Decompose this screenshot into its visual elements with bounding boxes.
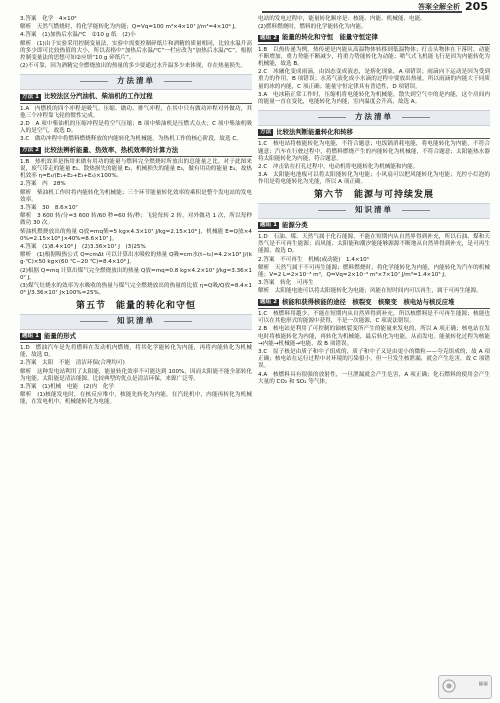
explanation: (2)燃料燃烧时，燃料的化学能转化为内能。 [258,24,367,31]
method-list-banner: 方法清单 [20,74,252,90]
divider [258,138,490,139]
left-column [20,16,252,408]
section-title: 第五节 能量的转化和守恒 [75,300,196,311]
explanation: 1.B 以热传递为例，热传递是内能从高温物体转移到低温物体；打击头物体在下落时，动能不断增加，重力势能不断减少，将重力势能转化为动能；喷气式飞机能飞行是因为内能转化为机械能，故选 B。 [258,46,490,68]
explanation: 4.A 核燃料具有很强的放射性，一旦泄漏就会产生危害，A 项正确；化石燃料的使用会产生大量的 CO₂ 和 SO₂ 等气体。 [258,371,490,385]
topic-heading [20,93,252,100]
answer-line: 4.答案 (1)8.4×10⁶ J (2)3.36×10⁷ J (3)25% [20,244,146,251]
topic-heading [258,299,490,306]
explanation: 解析 太阳能电池可以将太阳能转化为电能；风能在短时间内可以再生，属于可再生能源。 [258,288,482,295]
topic-tag: 题组 1 [260,221,278,228]
explanation: (2)根据 Q=mq 计算出煤气完全燃烧放出的热量 Q放=mq=0.8 kg×4.2×10⁷ J/kg=3.36×10⁷ J。 [20,267,252,281]
explanation: 1.A 内燃机的四个冲程是吸气、压缩、做功、排气冲程，在其中只有做功冲程对外做功，其他三个冲程靠飞轮的惯性完成。 [20,105,252,119]
page-header [0,0,500,14]
watermark-logo [438,675,492,699]
header-rule [262,11,462,13]
explanation: 解析 这种发电站利用了太阳能，能量转化效率不可能达到 100%，因而太阳能不能全部转化为电能。太阳能是清洁能源，比较典型的优点是清洁环保，来源广泛等。 [20,368,252,382]
topic-tag: 方法 2 [22,146,40,153]
answer-line: 3.答案 30 8.6×10⁷ [20,205,78,212]
explanation: 解析 3 600 转/分=3 600 转/60 秒=60 转/秒；飞轮每转 2 转，对外做功 1 次，所以每秒做功 30 次。 [20,213,252,227]
watermark-mark: ▦▦ [478,681,488,687]
explanation: 解析 (1)核能发电时，在核反应堆中，核能先转化为内能，在汽轮机中，内能再转化为机械能，在发电机中，机械能转化为电能。 [20,392,252,406]
divider [258,308,490,309]
explanation: 1.D 燃油汽车是先将燃料在发动机内燃烧，将其化学能转化为内能，再将内能转化为机械能，故选 D。 [20,344,252,359]
explanation: 3.C 原子核是由质子和中子组成的，质子和中子又是由更小的微粒——夸克组成的，故 A 项正确；核电站在运行过程中对环境的污染很小，但一旦发生核泄漏，就会产生危害，故 C 项错误。 [258,348,490,370]
explanation: 3.A 太阳能电池板可以将太阳能转化为电能；小风扇可以把风能转化为电能；光控小灯泡的作用是将电能转化为光能，所以 A 项正确。 [258,172,490,186]
topic-heading [258,34,490,41]
explanation: 2.C 冰融化变成雨滴，由固态变成液态，是熔化现象，A 项错误；雨滴向下运动是因为受到重力的作用，B 项错误；水蒸气液化成小水滴的过程中要放出热量，所以雨滴的内能大于同质量的冰的内能，C 项正确；能量守恒定律具有普适性，D 项错误。 [258,69,490,90]
explanation: 1.C 核燃料用越少，不能在短期内从自然界得到补充，所以核燃料是不可再生能源；核能也可以在其他形式的能源中获得，不是一次能源，C 项说法错误。 [258,310,490,325]
method-list-banner: 方法清单 [258,110,490,126]
explanation: 解析 (1)根据吸热公式 Q=cmΔt 可以计算出水吸收的热量 Q吸=cm水(t−t₀)=4.2×10³ J/(kg·℃)×50 kg×(60 ℃−20 ℃)=8.4×10⁶ J。 [20,252,252,266]
explanation: 2.C 冲击钻在打孔过程中，电动机将电能转化为机械能和内能。 [258,164,419,171]
answer-line: 2.答案 太阳 不能 清洁环保(合理均可) [20,360,125,367]
answer-line: 3.答案 转化 可再生 [258,280,314,287]
topic-title: 能量的转化和守恒 能量守恒定律 [282,33,378,42]
explanation: 电站的发电过程中，能量转化顺序是：核能、内能、机械能、电能。 [258,16,426,22]
topic-tag: 题组 2 [260,34,278,41]
topic-tag: 方法 [260,129,272,136]
knowledge-list-banner: 知识清单 [258,203,490,219]
explanation: 解析 (1)由于实验采用控制变量法，实验中需要控制碎纸片和酒精的质量相同，比较水温升高的多少即可比较热值的大小，所以表格中“加热后水温/℃”一栏应改为“加热后水温/℃”，根据控制变量法的思想可知②应填“10 g 碎纸片”。 [20,40,252,62]
knowledge-list-banner: 知识清单 [20,314,252,330]
topic-title: 能量的形式 [44,331,76,340]
divider [20,156,252,157]
topic-title: 核能和获得核能的途径 核裂变 核聚变 核电站与核反应堆 [282,297,455,306]
divider [20,342,252,343]
section-title: 第六节 能源与可持续发展 [313,189,434,200]
topic-title: 能源分类 [282,220,308,229]
explanation: (3)煤气灶烧水的效率为水吸收的热量与煤气完全燃烧放出的热量的比值 η=Q吸/Q放=8.4×10⁶ J/3.36×10⁷ J×100%=25%。 [20,283,252,297]
answer-line: 2.答案 内 28% [20,181,66,188]
explanation: 解析 柴油机工作时将内能转化为机械能；三个环节能量转化效率的乘积是整个发电站的发电效率。 [20,189,252,203]
topic-heading [20,147,252,154]
right-column [258,16,490,387]
answer-line: 4.答案 (1)加热后水温/℃ ②10 g 纸 (2)小 [20,32,136,39]
explanation: 1.D 石油、煤、天然气属于化石能源，不能在短期内从自然界得到补充，所以石油、煤和天然气是不可再生能源；而风能、太阳能和潮汐能能够源源不断地从自然界得到补充，是可再生能源，故选 D。 [258,234,490,255]
answer-line: 2.答案 不可再生 机械(或动能) 1.4×10⁵ [258,256,369,263]
explanation: 柴油机燃烧放出的热量 Q放=mq柴=5 kg×4.3×10⁷ J/kg=2.15×10⁸ J，机械能 E=Q放×40%=2.15×10⁸ J×40%=8.6×10⁷ J。 [20,228,252,242]
explanation: 1.C 核电站将核能转化为电能，不符合题意；电饭锅消耗电能，将电能转化为内能，不符合题意；汽车在行驶过程中，将燃料燃烧产生的内能转化为机械能，不符合题意；太阳能热水器将太阳能转化为内能，符合题意。 [258,141,490,162]
topic-heading [258,129,490,136]
explanation: 3.A 电冰箱正常工作时，压缩机将电能转化为机械能，散失到空气中的是内能，这个房间内的能量一直在变化，电能转化为内能，室内温度会升高，故选 A。 [258,91,490,106]
topic-title: 比较法辨析能量、热效率、热机效率的计算方法 [44,145,179,154]
explanation: 解析 天然气燃烧时，将化学能转化为内能；Q=Vq=100 m³×4×10⁷ J/m³=4×10⁹ J。 [20,24,240,31]
explanation: 解析 天然气属于不可再生能源；燃料燃烧时，将化学能转化为内能，内能转化为汽车的机械能；V=2 L=2×10⁻³ m³，Q=Vq=2×10⁻³ m³×7×10⁷ J/m³=1.4×10⁵ J。 [258,264,490,279]
answer-line: 3.答案 (1)机械 电能 (2)内 化学 [20,383,114,390]
topic-title: 比较法区分汽油机、柴油机的工作过程 [44,92,153,101]
header-brand: 答案全解全析 [418,3,460,11]
explanation: 2.B 核电站是利用了可控制的铀核裂变所产生的能量来发电的，所以 A 项正确；核电站在发电时将核能转化为内能，再转化为机械能，最后转化为电能，从而发电。能量转化过程为核能→内能→机械能→电能，故 B 项错误。 [258,326,490,347]
divider [258,44,490,45]
topic-heading [20,333,252,340]
page-number: 205 [465,0,488,13]
explanation: 3.C 做功冲程中将燃料燃烧释放的内能转化为机械能，为热机工作的核心阶段，故选 C。 [20,136,242,143]
divider [258,231,490,232]
topic-heading [258,222,490,229]
topic-tag: 题组 1 [22,332,40,339]
topic-tag: 题组 2 [260,298,278,305]
stamp-icon [442,679,456,693]
answer-line: 3.答案 化学 4×10⁶ [20,16,77,22]
divider [20,103,252,104]
topic-title: 比较法判断能量转化和转移 [276,128,353,137]
topic-tag: 方法 1 [22,93,40,100]
explanation: 1.B 热机效率是指用来做有用功的能量与燃料完全燃烧时所放出的总能量之比。对于此图来说，废气带走的能量 E₁、散热损失的能量 E₂、机械损失的能量 E₃，做有用功的能量 E₄，故热机效率 η=E₄/(E₁+E₂+E₃+E₄)×100%。 [20,158,252,180]
explanation: 2.D A 项中柴油机的压缩冲程是将空气压缩；B 项中柴油机是压燃式点火；C 项中柴油机吸入的是空气，故选 D。 [20,121,252,135]
explanation: (2)不可靠，因为酒精完全燃烧放出的热量的多少要通过水升温多少来体现，存在热量损失。 [20,63,247,70]
